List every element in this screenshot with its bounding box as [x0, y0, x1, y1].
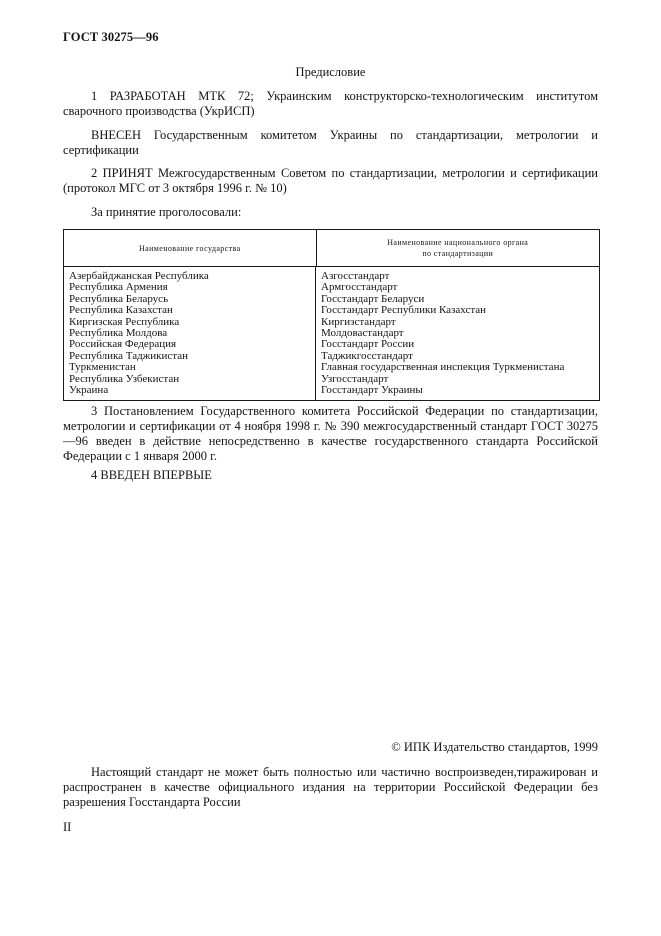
table-cell-state: Азербайджанская Республика [69, 270, 209, 282]
table-cell-state: Республика Казахстан [69, 304, 173, 317]
table-cell-state: Республика Армения [69, 281, 168, 294]
paragraph-adopted-by: 2 ПРИНЯТ Межгосударственным Советом по стандартизации, метрологии и сертификации (протокол МГС от 3 октября 1996 г. № 10) [63, 166, 598, 195]
preface-title: Предисловие [295, 65, 366, 79]
table-cell-standards-body: Госстандарт России [321, 338, 415, 351]
table-cell-standards-body: Госстандарт Республики Казахстан [321, 304, 487, 317]
table-header-row [64, 230, 599, 267]
table-cell-standards-body: Узгосстандарт [321, 372, 389, 385]
paragraph-voted-for: За принятие проголосовали: [91, 205, 242, 219]
paragraph-enacted: 3 Постановлением Государственного комитета Российской Федерации по стандартизации, метрологии и сертификации от 4 ноября 1998 г. № 390 межгосударственный стандарт ГОСТ 30275—96 введен в действие непосредственно в качестве государственного стандарта Российской Федерации с 1 января 2000 г. [63, 404, 598, 463]
standard-code: ГОСТ 30275—96 [63, 30, 159, 44]
table-header-standards-body [317, 230, 599, 266]
table-cell-state: Республика Узбекистан [69, 372, 180, 385]
table-cell-state: Республика Молдова [69, 327, 168, 340]
table-cell-standards-body: Госстандарт Украины [321, 384, 423, 397]
table-cell-standards-body: Главная государственная инспекция Туркменистана [321, 361, 565, 374]
table-cell-state: Киргизская Республика [69, 315, 180, 328]
table-column-states [64, 267, 316, 400]
table-body [64, 267, 599, 400]
table-cell-standards-body: Армгосстандарт [321, 281, 398, 294]
table-column-standards-bodies [316, 267, 599, 400]
table-cell-state: Туркменистан [69, 361, 136, 374]
paragraph-introduced-by: ВНЕСЕН Государственным комитетом Украины по стандартизации, метрологии и сертификации [63, 128, 598, 157]
table-cell-standards-body: Киргизстандарт [321, 315, 396, 328]
table-cell-standards-body: Таджикгосстандарт [321, 349, 413, 362]
table-cell-standards-body: Молдовастандарт [321, 327, 404, 340]
table-header-state: Наименование государства [64, 230, 317, 266]
table-cell-standards-body: Госстандарт Беларуси [321, 292, 425, 305]
table-cell-state: Российская Федерация [69, 338, 177, 351]
table-cell-state: Украина [69, 384, 109, 397]
voting-table [63, 229, 600, 401]
table-cell-standards-body: Азгосстандарт [321, 270, 390, 282]
page-number: II [63, 820, 72, 834]
copyright-line: © ИПК Издательство стандартов, 1999 [391, 740, 598, 754]
table-cell-state: Республика Таджикистан [69, 349, 188, 362]
table-cell-state: Республика Беларусь [69, 292, 169, 305]
paragraph-introduced-first: 4 ВВЕДЕН ВПЕРВЫЕ [91, 468, 212, 482]
paragraph-developed-by: 1 РАЗРАБОТАН МТК 72; Украинским конструкторско-технологическим институтом сварочного производства (УкрИСП) [63, 89, 598, 118]
reproduction-notice: Настоящий стандарт не может быть полностью или частично воспроизведен,тиражирован и распространен в качестве официального издания на территории Российской Федерации без разрешения Госстандарта России [63, 765, 598, 809]
table-header-standards-body-label: Наименование национального органа по стандартизации [387, 238, 529, 258]
